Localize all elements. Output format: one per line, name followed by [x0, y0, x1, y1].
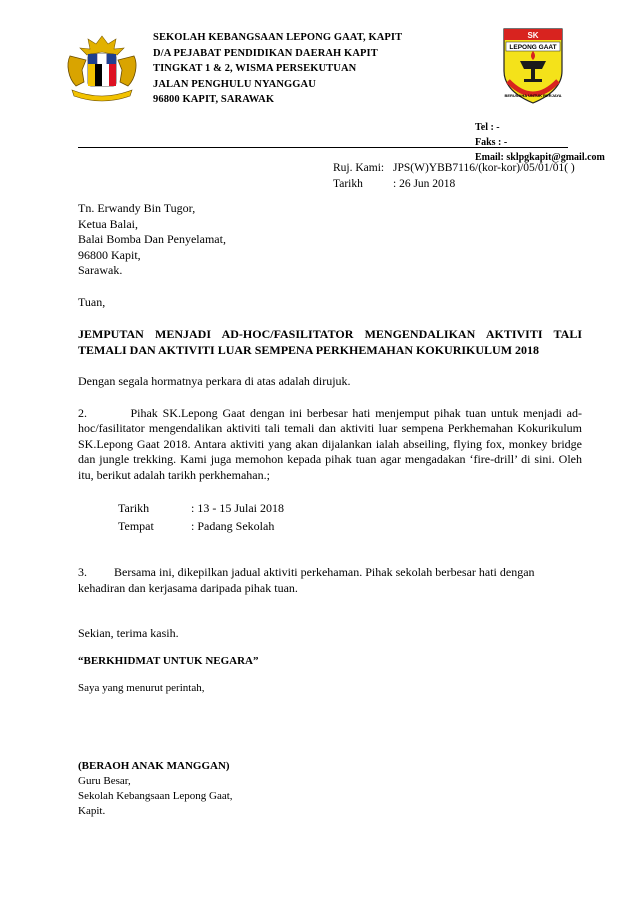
- signatory-title: Guru Besar,: [78, 774, 131, 787]
- recipient-line: Sarawak.: [78, 263, 123, 277]
- header-line: JALAN PENGHULU NYANGGAU: [153, 78, 316, 90]
- paragraph-1: Dengan segala hormatnya perkara di atas adalah dirujuk.: [78, 374, 351, 388]
- contact-tel: Tel : -: [475, 122, 500, 133]
- reference-block: [333, 161, 575, 192]
- badge-name-text: LEPONG GAAT: [509, 44, 557, 51]
- contact-email: Email: sklpgkapit@gmail.com: [475, 152, 605, 163]
- contact-block: [475, 120, 605, 165]
- signatory-town: Kapit.: [78, 804, 106, 817]
- closing: Sekian, terima kasih.: [78, 626, 179, 640]
- ref-value: JPS(W)YBB7116/(kor-kor)/05/01/01( ): [393, 162, 575, 174]
- school-address-header: [153, 30, 402, 108]
- date-value: : 26 Jun 2018: [393, 177, 456, 190]
- salutation: Tuan,: [78, 294, 106, 309]
- header-line: SEKOLAH KEBANGSAAN LEPONG GAAT, KAPIT: [153, 32, 403, 43]
- letter-body: [78, 201, 582, 819]
- school-badge-logo: [498, 25, 568, 107]
- signature-block: [78, 759, 582, 819]
- malaysia-coat-of-arms-logo: [62, 30, 142, 106]
- camp-details: [118, 499, 582, 535]
- motto: “BERKHIDMAT UNTUK NEGARA”: [78, 654, 259, 667]
- recipient-line: Balai Bomba Dan Penyelamat,: [78, 232, 226, 246]
- badge-sk-text: SK: [527, 31, 539, 40]
- ref-row: [333, 161, 575, 177]
- recipient-line: Tn. Erwandy Bin Tugor,: [78, 201, 196, 215]
- signatory-school: Sekolah Kebangsaan Lepong Gaat,: [78, 789, 233, 802]
- paragraph-2: 2. Pihak SK.Lepong Gaat dengan ini berbesar hati menjemput pihak tuan untuk menjadi ad-hoc/fasilitator mengendalikan aktiviti tali temali dan aktiviti luar sempena Perkhemahan Kokurikulum SK.Lepong Gaat 2018. Antara aktiviti yang akan dijalankan ialah abseiling, flying fox, monkey bridge dan jungle trekking. Kami juga memohon kepada pihak tuan agar mengadakan ‘fire-drill’ di sini. Oleh itu, berikut adalah tarikh perkhemahan.;: [78, 405, 582, 482]
- paragraph-3: 3. Bersama ini, dikepilkan jadual aktiviti perkehaman. Pihak sekolah berbesar hati dengan kehadiran dan kerjasama daripada pihak tuan.: [78, 565, 535, 595]
- recipient-address: [78, 201, 582, 279]
- header-line: D/A PEJABAT PENDIDIKAN DAERAH KAPIT: [153, 47, 378, 59]
- detail-label: Tempat: [118, 519, 154, 533]
- letter-subject: JEMPUTAN MENJADI AD-HOC/FASILITATOR MENGENDALIKAN AKTIVITI TALI TEMALI DAN AKTIVITI LUAR SEMPENA PERKHEMAHAN KOKURIKULUM 2018: [78, 327, 582, 357]
- header-line: TINGKAT 1 & 2, WISMA PERSEKUTUAN: [153, 63, 357, 75]
- recipient-line: 96800 Kapit,: [78, 247, 141, 262]
- badge-motto-text: BERUSAHA UNTUK BERJAYA: [504, 93, 562, 98]
- sign-off: Saya yang menurut perintah,: [78, 682, 205, 694]
- signatory-name: (BERAOH ANAK MANGGAN): [78, 759, 230, 772]
- detail-row: [118, 499, 582, 517]
- detail-label: Tarikh: [118, 501, 150, 515]
- contact-faks: Faks : -: [475, 137, 508, 148]
- header-divider: [78, 147, 568, 148]
- detail-value: : 13 - 15 Julai 2018: [191, 501, 284, 515]
- recipient-line: Ketua Balai,: [78, 216, 138, 231]
- detail-row: [118, 517, 582, 535]
- header-line: 96800 KAPIT, SARAWAK: [153, 94, 275, 106]
- date-row: [333, 177, 575, 193]
- ref-label: Ruj. Kami:: [333, 162, 385, 174]
- detail-value: : Padang Sekolah: [191, 519, 275, 533]
- date-label: Tarikh: [333, 177, 363, 190]
